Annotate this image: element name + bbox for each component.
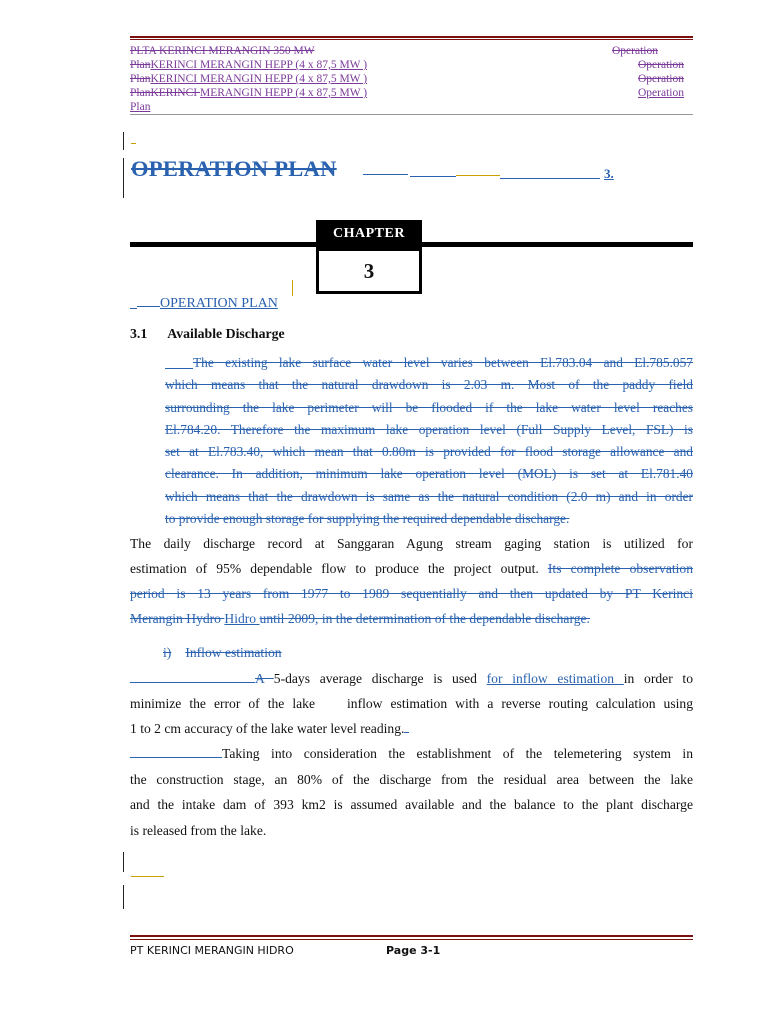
title-underline-2: [410, 176, 456, 177]
para3-line-1: A 5-days average discharge is used for inflow estimation in order to: [130, 666, 693, 691]
header-row-3-left: PlanKERINCI MERANGIN HEPP (4 x 87,5 MW ): [130, 73, 368, 85]
para4-line-1: Taking into consideration the establishment of the telemetering system in: [130, 741, 693, 767]
change-bar: [123, 158, 124, 198]
footer-rule-thin: [130, 939, 693, 940]
subtitle-mark: [292, 280, 293, 296]
para3-line-2: minimize the error of the lake inflow estimation with a reverse routing calculation using: [130, 696, 693, 711]
section-heading: [130, 326, 285, 342]
title-underline-1: [363, 174, 408, 175]
insert-mark: [131, 143, 136, 144]
deleted-line: which means that the natural drawdown is 2.03 m. Most of the paddy field: [165, 377, 693, 393]
deleted-line: The existing lake surface water level varies between El.783.04 and El.785.057: [193, 355, 693, 370]
change-bar: [123, 852, 124, 872]
subsection-title: Inflow estimation: [185, 645, 282, 660]
para2-line-1: The daily discharge record at Sanggaran Agung stream gaging station is utilized for: [130, 536, 693, 551]
chapter-number-box: 3: [316, 248, 422, 294]
page-title: OPERATION PLAN: [131, 156, 337, 181]
footer-company: PT KERINCI MERANGIN HIDRO: [130, 944, 294, 957]
para2-line-2: estimation of 95% dependable flow to produce the project output. Its complete observation: [130, 561, 693, 576]
subtitle-indent: [137, 306, 160, 307]
insert-mark: [131, 876, 164, 877]
title-underline-3: [456, 175, 500, 176]
subsection-heading: [130, 645, 362, 661]
deleted-line: surrounding the lake perimeter will be flooded if the lake water level reaches: [165, 399, 693, 415]
para2-line-3: period is 13 years from 1977 to 1989 sequentially and then updated by PT Kerinci: [130, 586, 693, 601]
title-underline-4: [500, 178, 600, 179]
deleted-line: set at El.783.40, which mean that 0.80m is provided for flood storage allowance and: [165, 444, 693, 460]
subsection-label: i): [163, 645, 172, 660]
header-row-2-right: Operation: [638, 59, 684, 71]
subtitle: OPERATION PLAN: [130, 280, 278, 312]
section-number: 3.1: [130, 326, 148, 341]
header-row-4-left: PlanKERINCI MERANGIN HEPP (4 x 87,5 MW ): [130, 87, 368, 99]
para3-line-3: 1 to 2 cm accuracy of the lake water level reading.: [130, 716, 693, 741]
footer-page-number: Page 3-1: [386, 944, 441, 957]
header-row-3-right: Operation: [638, 73, 684, 85]
deleted-line: clearance. In addition, minimum lake operation level (MOL) is set at El.781.40: [165, 466, 693, 482]
header-rule-top: [130, 36, 693, 38]
header-row-1-right: Operation: [612, 45, 658, 57]
footer-rule-top: [130, 935, 693, 937]
deleted-line: to provide enough storage for supplying the required dependable discharge.: [165, 511, 570, 527]
deleted-paragraph: [165, 352, 693, 530]
header-row-2-left: PlanKERINCI MERANGIN HEPP (4 x 87,5 MW ): [130, 59, 368, 71]
change-bar: [123, 132, 124, 150]
change-bar: [123, 885, 124, 909]
chapter-label-box: CHAPTER: [316, 220, 422, 248]
para2-line-4: Merangin Hydro Hidro until 2009, in the determination of the dependable discharge.: [130, 611, 590, 626]
deleted-line: El.784.20. Therefore the maximum lake operation level (Full Supply Level, FSL) is: [165, 421, 693, 437]
deleted-line: which means that the drawdown is same as the natural condition (2.0 m) and in order: [165, 488, 693, 504]
header-rule-top-thin: [130, 39, 693, 40]
deleted-indent-mark: [165, 368, 193, 369]
header-rule-bottom: [130, 114, 693, 115]
telemetering-paragraph: [130, 741, 693, 843]
discharge-paragraph: [130, 531, 693, 631]
para4-line-4: is released from the lake.: [130, 822, 267, 838]
inflow-paragraph: [130, 666, 693, 741]
para4-line-2: the construction stage, an 80% of the discharge from the residual area between the lake: [130, 771, 693, 787]
chapter-ref: 3.: [604, 166, 614, 181]
para4-line-3: and the intake dam of 393 km2 is assumed available and the balance to the plant discharge: [130, 797, 693, 812]
section-title: Available Discharge: [167, 326, 285, 341]
header-row-1-left: PLTA KERINCI MERANGIN 350 MW: [130, 45, 315, 57]
header-row-5: Plan: [130, 101, 151, 113]
header-row-4-right: Operation: [638, 87, 684, 99]
